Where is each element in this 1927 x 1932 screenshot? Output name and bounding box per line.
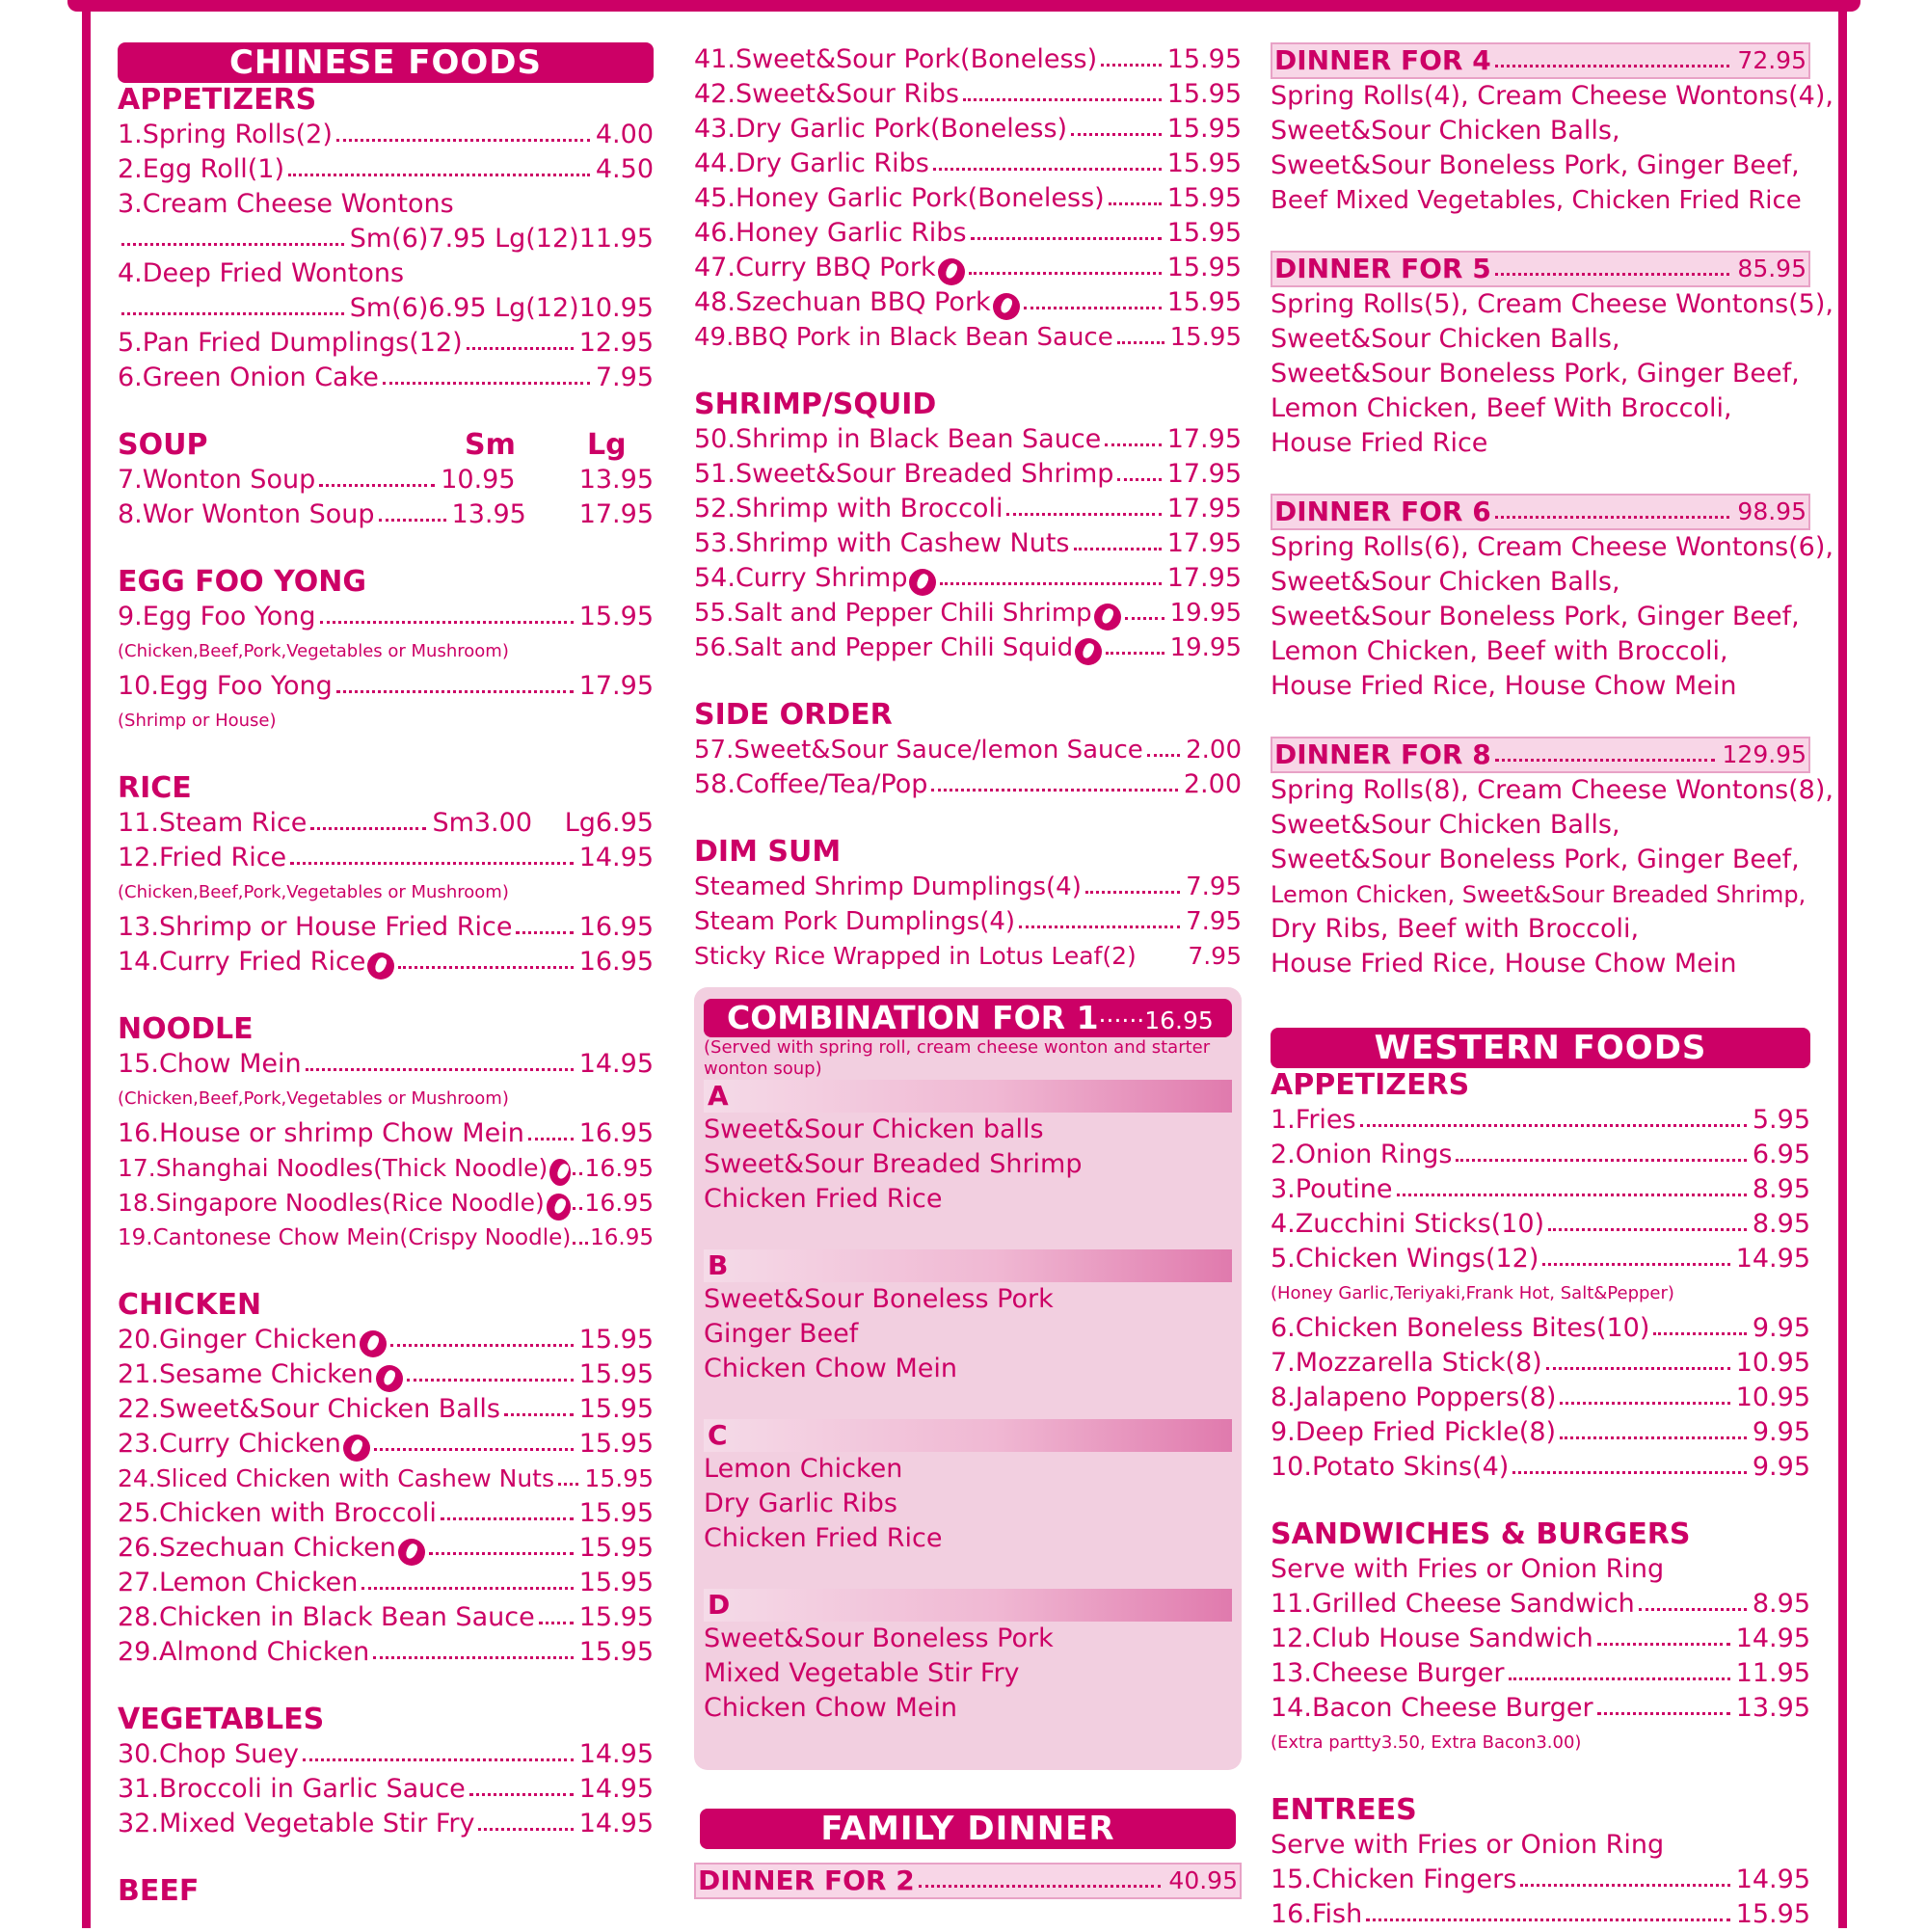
shrimp-squid-title: SHRIMP/SQUID (694, 388, 937, 421)
menu-item: Sticky Rice Wrapped in Lotus Leaf(2) 7.95 (694, 942, 1242, 970)
soup-small-header: Sm (465, 428, 516, 462)
right-border (1838, 0, 1847, 1928)
dinner-line: House Fried Rice (1271, 428, 1488, 458)
menu-item: 8.Wor Wonton Soup 13.95 17.95 (118, 499, 654, 529)
combo-option-a-label: A (704, 1080, 1232, 1113)
vegetables-title: VEGETABLES (118, 1703, 325, 1736)
dinner-line: Sweet&Sour Boneless Pork, Ginger Beef, (1271, 359, 1800, 389)
menu-item: 19.Cantonese Chow Mein(Crispy Noodle) 16.95 (118, 1225, 654, 1250)
menu-item: 32.Mixed Vegetable Stir Fry 14.95 (118, 1809, 654, 1838)
combo-item: Sweet&Sour Boneless Pork (704, 1623, 1054, 1653)
dinner-line: Spring Rolls(6), Cream Cheese Wontons(6), (1271, 532, 1833, 562)
combo-item: Lemon Chicken (704, 1454, 903, 1484)
menu-item: 28.Chicken in Black Bean Sauce 15.95 (118, 1602, 654, 1632)
dinner-for-6-header: DINNER FOR 6 98.95 (1271, 494, 1810, 530)
side-order-title: SIDE ORDER (694, 698, 893, 732)
dinner-for-4-header: DINNER FOR 4 72.95 (1271, 42, 1810, 79)
menu-item: 8.Jalapeno Poppers(8) 10.95 (1271, 1382, 1810, 1412)
dinner-line: Beef Mixed Vegetables, Chicken Fried Rice (1271, 186, 1802, 215)
chili-pepper-icon (993, 293, 1020, 320)
menu-item: 10.Egg Foo Yong 17.95 (118, 671, 654, 701)
chili-pepper-icon (360, 1330, 387, 1357)
dinner-line: Sweet&Sour Boneless Pork, Ginger Beef, (1271, 845, 1800, 874)
combo-item: Chicken Chow Mein (704, 1354, 957, 1383)
combination-banner: COMBINATION FOR 1······16.95 (704, 999, 1232, 1037)
egg-foo-yong-title: EGG FOO YONG (118, 565, 367, 599)
menu-item: 12.Fried Rice 14.95 (118, 843, 654, 872)
chicken-title: CHICKEN (118, 1288, 262, 1322)
dinner-line: Spring Rolls(5), Cream Cheese Wontons(5), (1271, 289, 1833, 319)
dinner-line: Lemon Chicken, Sweet&Sour Breaded Shrimp, (1271, 881, 1807, 908)
menu-item: 7.Mozzarella Stick(8) 10.95 (1271, 1348, 1810, 1378)
menu-item: 29.Almond Chicken 15.95 (118, 1637, 654, 1667)
dinner-line: Sweet&Sour Chicken Balls, (1271, 324, 1620, 354)
dinner-for-2-header: DINNER FOR 2 40.95 (694, 1863, 1242, 1899)
menu-item: 50.Shrimp in Black Bean Sauce 17.95 (694, 424, 1242, 454)
menu-item: 21.Sesame Chicken 15.95 (118, 1357, 654, 1392)
column-chinese-2 (694, 42, 1242, 1899)
menu-item: 53.Shrimp with Cashew Nuts 17.95 (694, 528, 1242, 558)
menu-item: 55.Salt and Pepper Chili Shrimp 19.95 (694, 596, 1242, 631)
section-subtitle: Serve with Fries or Onion Ring (1271, 1554, 1665, 1584)
chili-pepper-icon (343, 1435, 370, 1462)
menu-item: 11.Grilled Cheese Sandwich 8.95 (1271, 1589, 1810, 1619)
dinner-line: Sweet&Sour Chicken Balls, (1271, 567, 1620, 597)
combination-panel (694, 987, 1242, 1770)
menu-item: 57.Sweet&Sour Sauce/lemon Sauce 2.00 (694, 736, 1242, 765)
combo-option-d-label: D (704, 1589, 1232, 1622)
soup-title: SOUP Sm Lg (118, 428, 627, 462)
sandwiches-burgers-title: SANDWICHES & BURGERS (1271, 1517, 1691, 1551)
menu-item: 26.Szechuan Chicken 15.95 (118, 1531, 654, 1566)
chili-pepper-icon (1094, 604, 1121, 631)
dim-sum-title: DIM SUM (694, 835, 842, 869)
menu-item: 16.House or shrimp Chow Mein 16.95 (118, 1118, 654, 1148)
menu-item: 15.Chow Mein 14.95 (118, 1049, 654, 1079)
combo-option-b-label: B (704, 1249, 1232, 1282)
combo-item: Sweet&Sour Chicken balls (704, 1114, 1044, 1144)
menu-item: 14.Bacon Cheese Burger 13.95 (1271, 1693, 1810, 1723)
dinner-line: Sweet&Sour Boneless Pork, Ginger Beef, (1271, 602, 1800, 631)
menu-item: 11.Steam Rice Sm3.00 Lg6.95 (118, 808, 654, 838)
menu-item: 5.Pan Fried Dumplings(12) 12.95 (118, 328, 654, 358)
menu-item: 31.Broccoli in Garlic Sauce 14.95 (118, 1774, 654, 1804)
menu-note: (Chicken,Beef,Pork,Vegetables or Mushroom) (118, 882, 509, 902)
menu-item: 22.Sweet&Sour Chicken Balls 15.95 (118, 1394, 654, 1424)
combination-note: (Served with spring roll, cream cheese wonton and starter wonton soup) (704, 1037, 1211, 1079)
menu-item: Steamed Shrimp Dumplings(4) 7.95 (694, 872, 1242, 901)
combo-item: Chicken Fried Rice (704, 1184, 943, 1214)
menu-item: 10.Potato Skins(4) 9.95 (1271, 1452, 1810, 1482)
section-subtitle: Serve with Fries or Onion Ring (1271, 1830, 1665, 1860)
menu-item: 23.Curry Chicken 15.95 (118, 1427, 654, 1462)
menu-item: 3.Poutine 8.95 (1271, 1174, 1810, 1204)
menu-item: 41.Sweet&Sour Pork(Boneless) 15.95 (694, 44, 1242, 74)
dinner-line: House Fried Rice, House Chow Mein (1271, 671, 1737, 701)
menu-item: 51.Sweet&Sour Breaded Shrimp 17.95 (694, 459, 1242, 489)
menu-item: Steam Pork Dumplings(4) 7.95 (694, 907, 1242, 936)
menu-item: 24.Sliced Chicken with Cashew Nuts 15.95 (118, 1464, 654, 1492)
rice-title: RICE (118, 771, 192, 805)
dinner-line: Lemon Chicken, Beef with Broccoli, (1271, 636, 1728, 666)
menu-note: (Shrimp or House) (118, 711, 277, 731)
menu-item: 43.Dry Garlic Pork(Boneless) 15.95 (694, 114, 1242, 144)
menu-item: 54.Curry Shrimp 17.95 (694, 561, 1242, 596)
menu-item: 46.Honey Garlic Ribs 15.95 (694, 218, 1242, 248)
menu-item: 56.Salt and Pepper Chili Squid 19.95 (694, 631, 1242, 665)
menu-note: (Chicken,Beef,Pork,Vegetables or Mushroom) (118, 1088, 509, 1109)
dinner-line: Spring Rolls(8), Cream Cheese Wontons(8), (1271, 775, 1833, 805)
menu-item: 1.Fries 5.95 (1271, 1105, 1810, 1135)
menu-item: 17.Shanghai Noodles(Thick Noodle) 16.95 (118, 1151, 654, 1186)
combo-item: Sweet&Sour Breaded Shrimp (704, 1149, 1083, 1179)
menu-item: 4.Deep Fried Wontons (118, 258, 405, 288)
menu-item: 2.Egg Roll(1) 4.50 (118, 154, 654, 184)
dinner-line: Dry Ribs, Beef with Broccoli, (1271, 914, 1640, 944)
menu-item: 2.Onion Rings 6.95 (1271, 1140, 1810, 1169)
chili-pepper-icon (367, 953, 394, 979)
menu-item: 49.BBQ Pork in Black Bean Sauce 15.95 (694, 323, 1242, 352)
menu-item: 47.Curry BBQ Pork 15.95 (694, 251, 1242, 285)
combo-item: Chicken Chow Mein (704, 1693, 957, 1723)
soup-large-header: Lg (587, 428, 627, 462)
menu-note: (Honey Garlic,Teriyaki,Frank Hot, Salt&Pepper) (1271, 1283, 1674, 1303)
menu-item: 13.Cheese Burger 11.95 (1271, 1658, 1810, 1688)
family-dinner-banner: FAMILY DINNER (700, 1809, 1236, 1849)
chinese-foods-banner: CHINESE FOODS (118, 42, 654, 83)
chili-pepper-icon (376, 1365, 403, 1392)
dinner-line: Sweet&Sour Chicken Balls, (1271, 810, 1620, 840)
menu-note: (Extra partty3.50, Extra Bacon3.00) (1271, 1732, 1582, 1753)
combo-item: Sweet&Sour Boneless Pork (704, 1284, 1054, 1314)
menu-item: 18.Singapore Noodles(Rice Noodle) 16.95 (118, 1186, 654, 1221)
column-chinese-1 (118, 42, 654, 1909)
menu-item: 9.Egg Foo Yong 15.95 (118, 602, 654, 631)
menu-item: 45.Honey Garlic Pork(Boneless) 15.95 (694, 183, 1242, 213)
chili-pepper-icon (1075, 638, 1102, 665)
chili-pepper-icon (398, 1539, 425, 1566)
menu-item: 1.Spring Rolls(2) 4.00 (118, 120, 654, 149)
menu-item: 6.Chicken Boneless Bites(10) 9.95 (1271, 1313, 1810, 1343)
combo-item: Mixed Vegetable Stir Fry (704, 1658, 1020, 1688)
menu-item: 48.Szechuan BBQ Pork 15.95 (694, 285, 1242, 320)
western-foods-banner: WESTERN FOODS (1271, 1028, 1810, 1068)
menu-item: 30.Chop Suey 14.95 (118, 1739, 654, 1769)
combo-item: Dry Garlic Ribs (704, 1489, 897, 1518)
menu-item: 15.Chicken Fingers 14.95 (1271, 1865, 1810, 1894)
menu-note: (Chicken,Beef,Pork,Vegetables or Mushroom) (118, 641, 509, 661)
entrees-title: ENTREES (1271, 1793, 1417, 1827)
chili-pepper-icon (547, 1194, 572, 1221)
combo-item: Chicken Fried Rice (704, 1523, 943, 1553)
menu-item: 5.Chicken Wings(12) 14.95 (1271, 1244, 1810, 1274)
menu-item: 27.Lemon Chicken 15.95 (118, 1568, 654, 1597)
top-border (67, 0, 1860, 12)
left-border (82, 0, 91, 1928)
chili-pepper-icon (549, 1159, 571, 1186)
menu-item: 7.Wonton Soup 10.95 13.95 (118, 465, 654, 495)
beef-title: BEEF (118, 1874, 200, 1908)
menu-item: 44.Dry Garlic Ribs 15.95 (694, 148, 1242, 178)
chili-pepper-icon (938, 258, 965, 285)
menu-item: 16.Fish 15.95 (1271, 1899, 1810, 1929)
menu-item: 20.Ginger Chicken 15.95 (118, 1323, 654, 1357)
combo-item: Ginger Beef (704, 1319, 859, 1349)
column-family-western (1271, 42, 1833, 1932)
menu-item: 52.Shrimp with Broccoli 17.95 (694, 494, 1242, 523)
menu-item: 4.Zucchini Sticks(10) 8.95 (1271, 1209, 1810, 1239)
menu-item: 9.Deep Fried Pickle(8) 9.95 (1271, 1417, 1810, 1447)
dinner-line: Spring Rolls(4), Cream Cheese Wontons(4), (1271, 81, 1833, 111)
dinner-line: Sweet&Sour Chicken Balls, (1271, 116, 1620, 146)
menu-item: 42.Sweet&Sour Ribs 15.95 (694, 79, 1242, 109)
menu-item: 3.Cream Cheese Wontons (118, 189, 454, 219)
menu-item-sizes: Sm(6)6.95 Lg(12)10.95 (118, 291, 654, 326)
menu-item: 12.Club House Sandwich 14.95 (1271, 1623, 1810, 1653)
dinner-for-8-header: DINNER FOR 8 129.95 (1271, 737, 1810, 773)
combo-option-c-label: C (704, 1419, 1232, 1452)
dinner-line: Sweet&Sour Boneless Pork, Ginger Beef, (1271, 150, 1800, 180)
menu-item: 6.Green Onion Cake 7.95 (118, 362, 654, 392)
noodle-title: NOODLE (118, 1012, 254, 1046)
menu-item: 58.Coffee/Tea/Pop 2.00 (694, 769, 1242, 799)
menu-item: 25.Chicken with Broccoli 15.95 (118, 1498, 654, 1528)
dinner-line: House Fried Rice, House Chow Mein (1271, 949, 1737, 979)
dinner-line: Lemon Chicken, Beef With Broccoli, (1271, 393, 1732, 423)
western-appetizers-title: APPETIZERS (1271, 1068, 1470, 1102)
menu-item: 13.Shrimp or House Fried Rice 16.95 (118, 912, 654, 942)
menu-item: 14.Curry Fried Rice 16.95 (118, 945, 654, 979)
appetizers-title: APPETIZERS (118, 83, 317, 117)
chili-pepper-icon (909, 569, 936, 596)
menu-item-sizes: Sm(6)7.95 Lg(12)11.95 (118, 222, 654, 256)
dinner-for-5-header: DINNER FOR 5 85.95 (1271, 251, 1810, 287)
